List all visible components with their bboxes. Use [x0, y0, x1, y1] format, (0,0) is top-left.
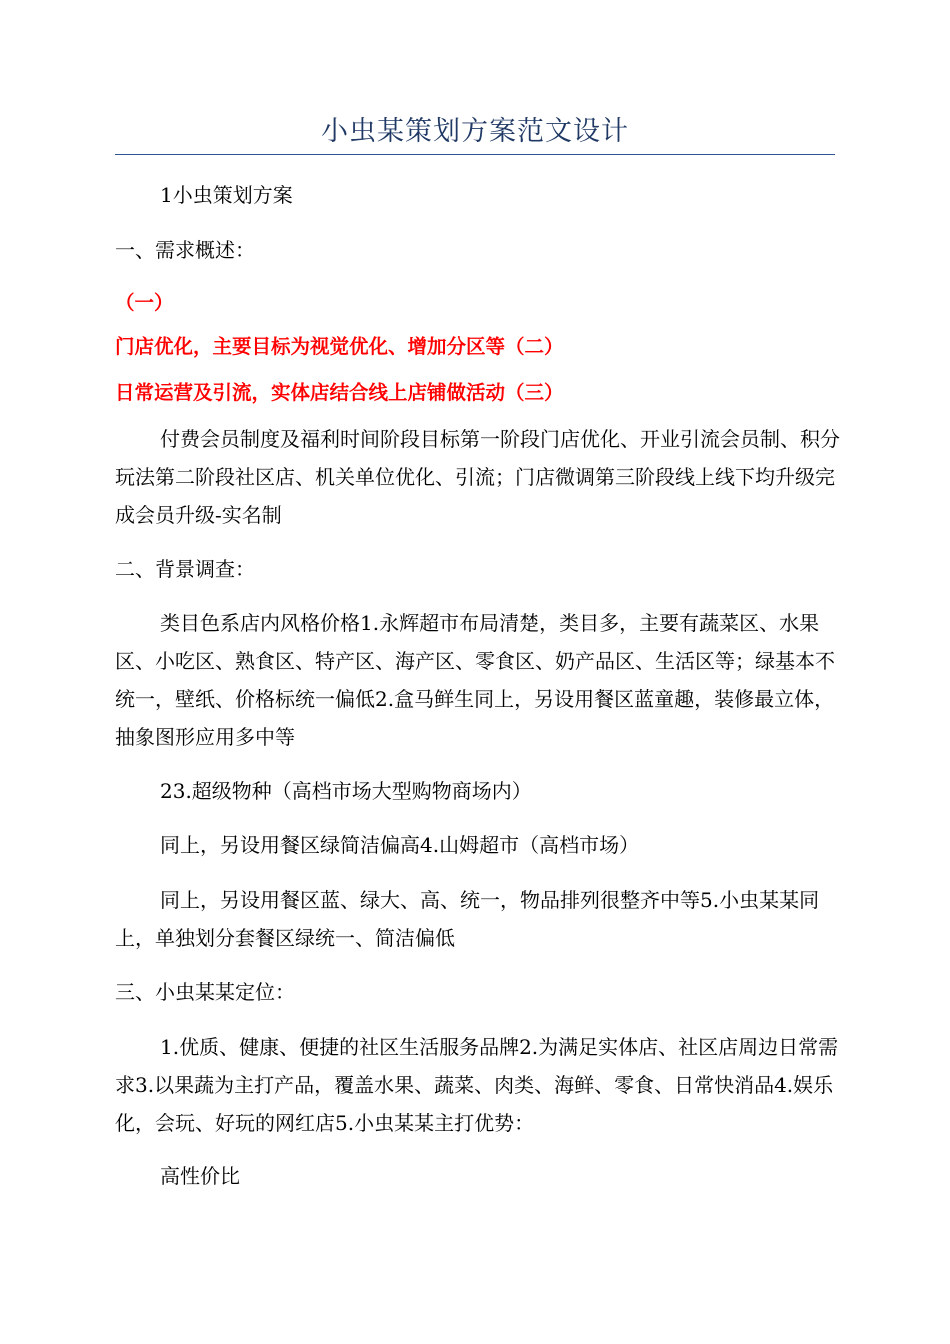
red-heading-3: 日常运营及引流，实体店结合线上店铺做活动（三） — [115, 381, 564, 404]
heading-background-survey: 二、背景调查： — [115, 557, 255, 581]
red-heading-2: 门店优化，主要目标为视觉优化、增加分区等（二） — [115, 335, 564, 358]
paragraph-value: 高性价比 — [160, 1164, 240, 1188]
paragraph-membership: 付费会员制度及福利时间阶段目标第一阶段门店优化、开业引流会员制、积分玩法第二阶段社区店、机关单位优化、引流；门店微调第三阶段线上线下均升级完成会员升级-实名制 — [115, 427, 840, 527]
paragraph-xiaochong: 同上，另设用餐区蓝、绿大、高、统一，物品排列很整齐中等5.小虫某某同上，单独划分套餐区绿统一、简洁偏低 — [115, 888, 820, 950]
red-heading-1: （一） — [115, 291, 174, 314]
title-underline — [115, 154, 835, 155]
paragraph-sams: 同上，另设用餐区绿简洁偏高4.山姆超市（高档市场） — [160, 833, 640, 857]
paragraph-positioning-detail: 1.优质、健康、便捷的社区生活服务品牌2.为满足实体店、社区店周边日常需求3.以果蔬为主打产品，覆盖水果、蔬菜、肉类、海鲜、零食、日常快消品4.娱乐化，会玩、好玩的网红店5.小虫某某主打优势： — [115, 1035, 839, 1135]
paragraph-super-species: 23.超级物种（高档市场大型购物商场内） — [160, 779, 532, 803]
heading-positioning: 三、小虫某某定位： — [115, 980, 295, 1004]
heading-demand-overview: 一、需求概述： — [115, 238, 255, 262]
document-title: 小虫某策划方案范文设计 — [321, 116, 629, 147]
paragraph-survey-detail: 类目色系店内风格价格1.永辉超市布局清楚，类目多，主要有蔬菜区、水果区、小吃区、熟食区、特产区、海产区、零食区、奶产品区、生活区等；绿基本不统一，壁纸、价格标统一偏低2.盒马鲜生同上，另设用餐区蓝童趣，装修最立体，抽象图形应用多中等 — [115, 611, 835, 749]
paragraph-section-heading: 1小虫策划方案 — [160, 183, 293, 207]
